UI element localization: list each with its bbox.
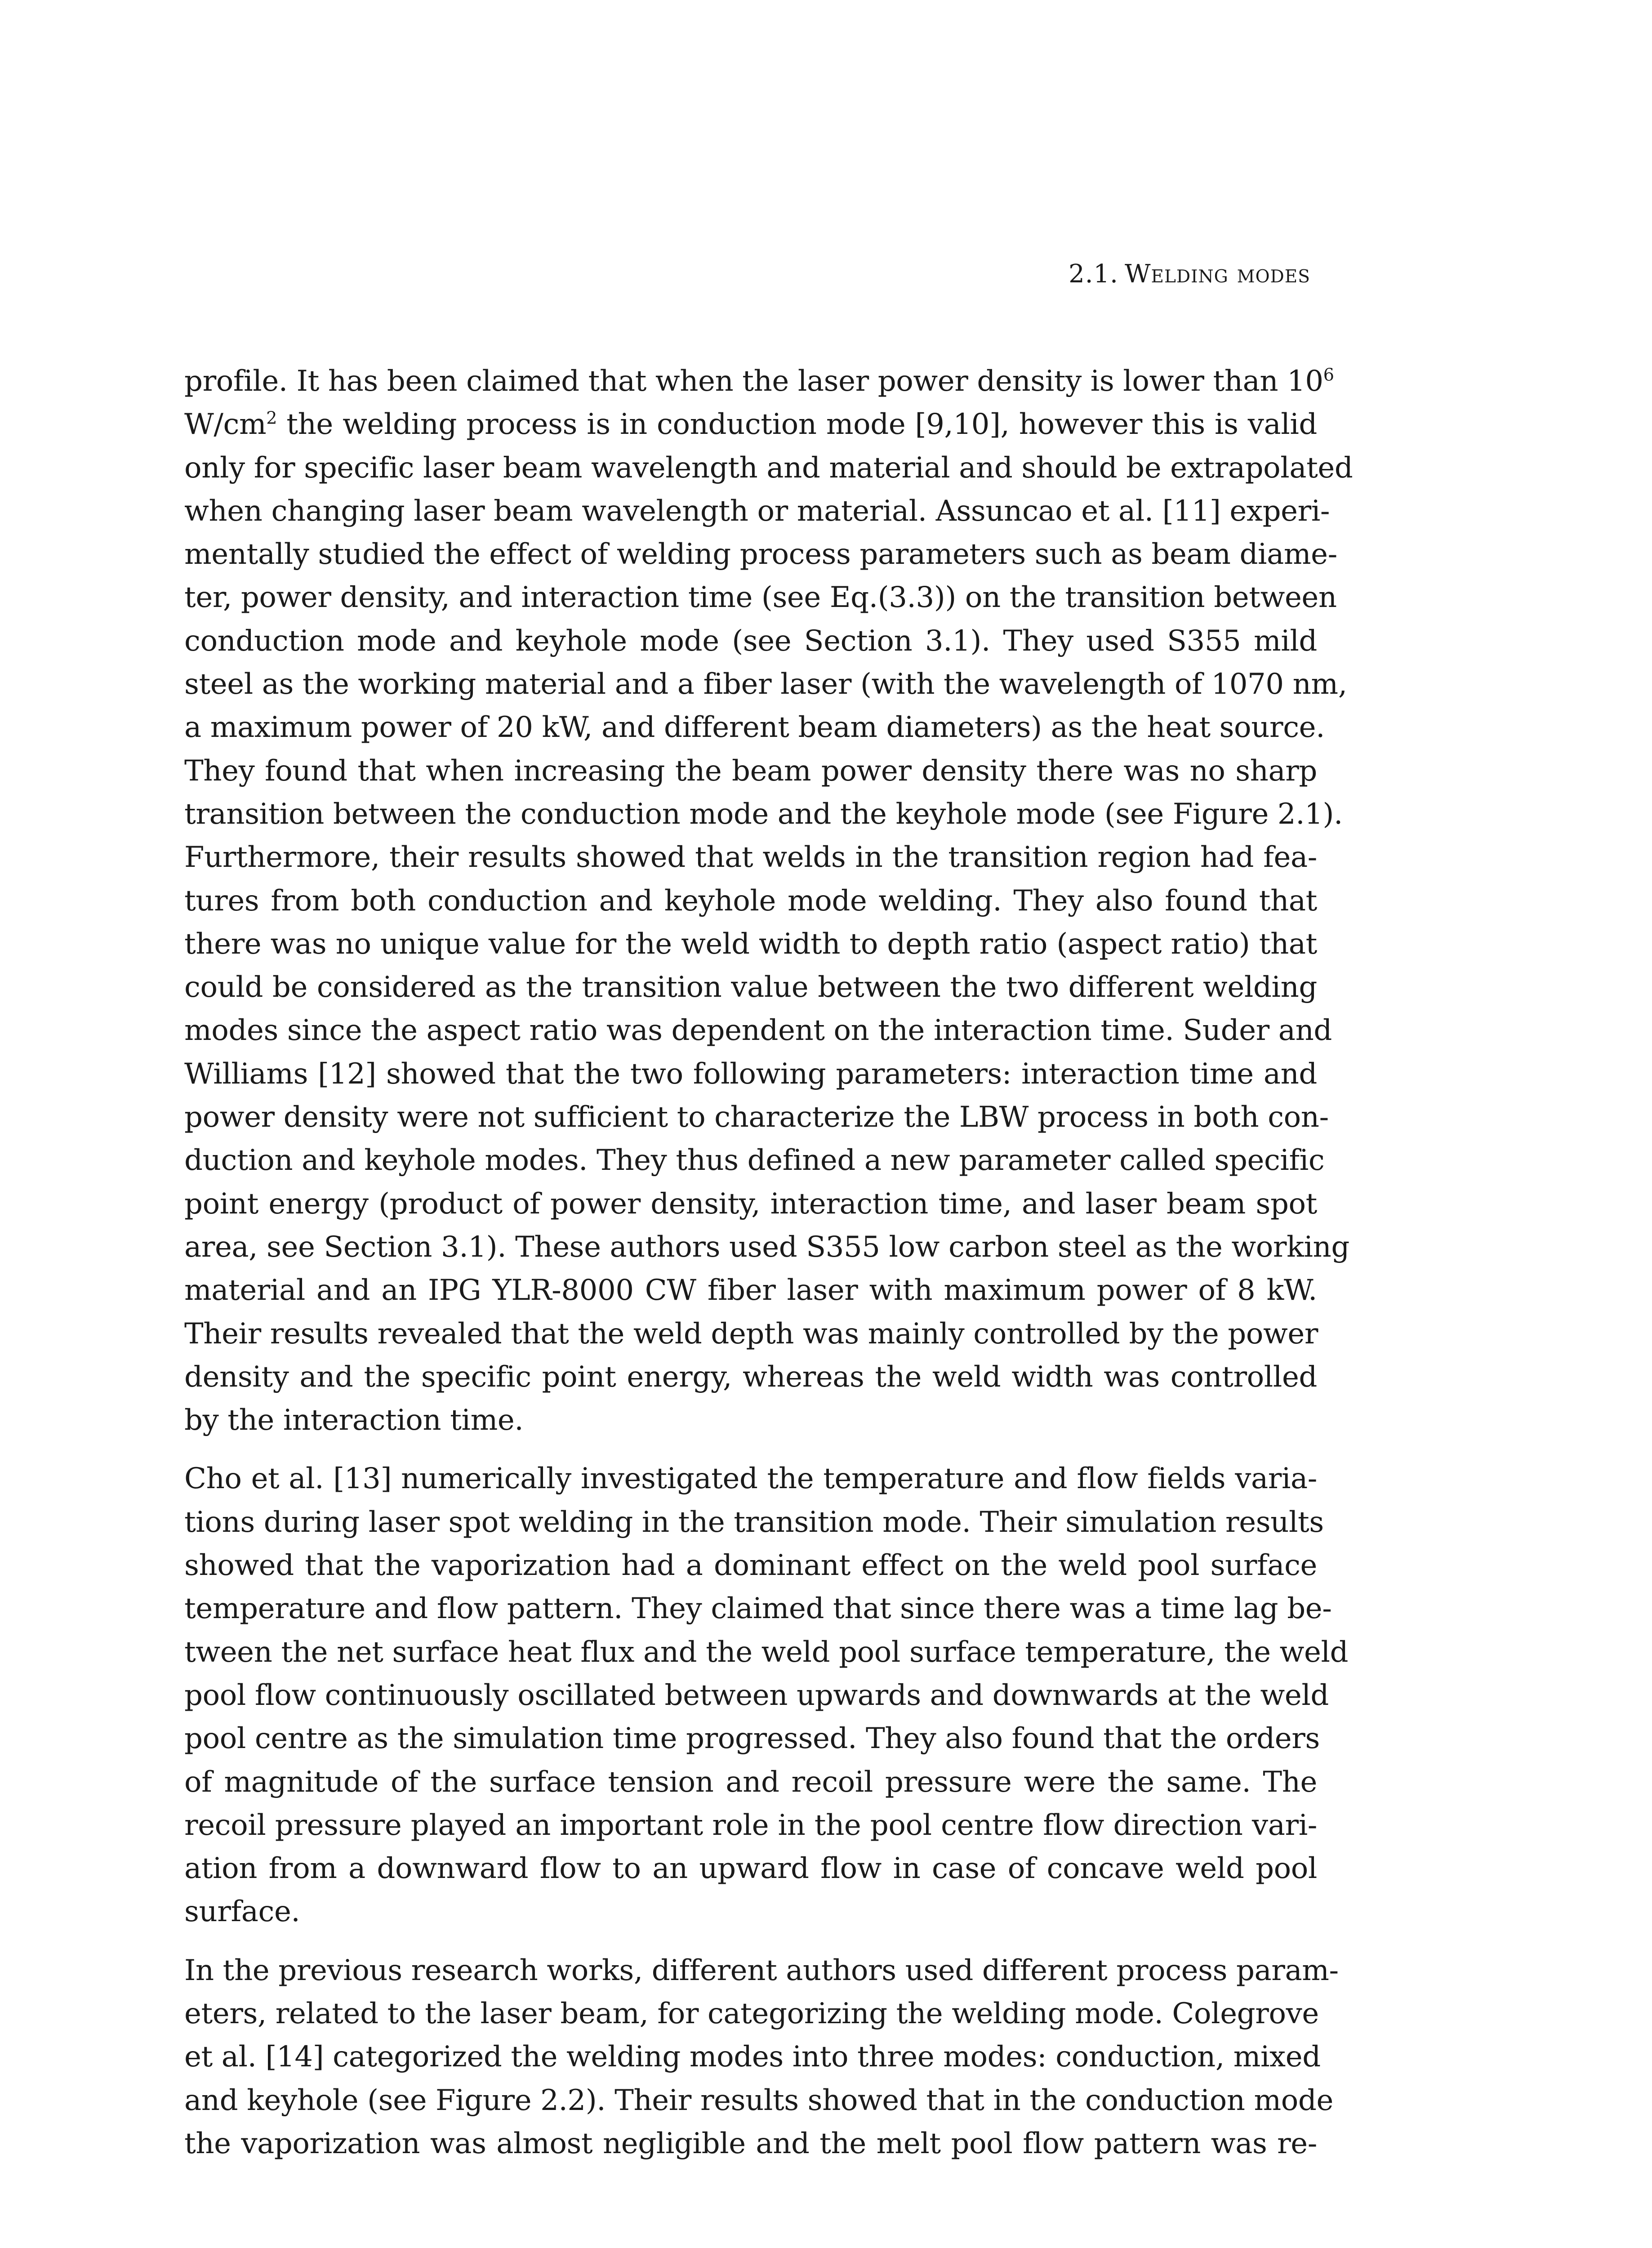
text-line: by the interaction time.: [184, 1404, 524, 1437]
text-line: In the previous research works, different authors used different process param-: [184, 1954, 1339, 1987]
text-line: et al. [14] categorized the welding modes into three modes: conduction, mixed: [184, 2040, 1321, 2074]
paragraph-3: [184, 1949, 1339, 2165]
text-line: Their results revealed that the weld depth was mainly controlled by the power: [184, 1317, 1318, 1351]
paragraph-1: [184, 360, 1353, 1442]
superscript: 6: [1323, 365, 1334, 385]
text-line: tween the net surface heat flux and the weld pool surface temperature, the weld: [184, 1635, 1349, 1669]
text-line: could be considered as the transition value between the two different welding: [184, 971, 1317, 1004]
superscript: 2: [266, 408, 277, 428]
text-line: duction and keyhole modes. They thus defined a new parameter called specific: [184, 1144, 1325, 1178]
text-line: modes since the aspect ratio was dependent on the interaction time. Suder and: [184, 1014, 1332, 1048]
text-line: profile. It has been claimed that when the laser power density is lower than $10^6$: [184, 365, 1334, 398]
text-line: Cho et al. [13] numerically investigated the temperature and flow fields varia-: [184, 1462, 1317, 1496]
text-line: conduction mode and keyhole mode (see Section 3.1). They used S355 mild: [184, 624, 1317, 658]
text-line: mentally studied the effect of welding process parameters such as beam diame-: [184, 538, 1337, 571]
section-title: Welding modes: [1124, 259, 1310, 289]
text-line: and keyhole (see Figure 2.2). Their results showed that in the conduction mode: [184, 2083, 1333, 2117]
text-line: tions during laser spot welding in the transition mode. Their simulation results: [184, 1505, 1324, 1539]
text-line: Furthermore, their results showed that welds in the transition region had fea-: [184, 841, 1317, 874]
text-line: power density were not sufficient to characterize the LBW process in both con-: [184, 1101, 1329, 1134]
text-line: steel as the working material and a fiber laser (with the wavelength of 1070 nm,: [184, 668, 1347, 701]
text-line: of magnitude of the surface tension and recoil pressure were the same. The: [184, 1765, 1317, 1799]
text-line: Williams [12] showed that the two following parameters: interaction time and: [184, 1057, 1317, 1091]
text-line: showed that the vaporization had a dominant effect on the weld pool surface: [184, 1549, 1317, 1583]
text-line: ter, power density, and interaction time (see Eq.(3.3)) on the transition between: [184, 581, 1337, 615]
text-line: density and the specific point energy, whereas the weld width was controlled: [184, 1360, 1317, 1394]
text-line: material and an IPG YLR-8000 CW fiber laser with maximum power of 8 kW.: [184, 1274, 1317, 1307]
paragraph-2: [184, 1457, 1349, 1933]
text-line: only for specific laser beam wavelength and material and should be extrapolated: [184, 451, 1353, 485]
text-line: recoil pressure played an important role in the pool centre flow direction vari-: [184, 1808, 1317, 1842]
text-line: surface.: [184, 1895, 300, 1929]
text-line: point energy (product of power density, interaction time, and laser beam spot: [184, 1187, 1317, 1221]
text-line: temperature and flow pattern. They claimed that since there was a time lag be-: [184, 1592, 1332, 1626]
text-line: a maximum power of 20 kW, and different beam diameters) as the heat source.: [184, 711, 1325, 745]
running-header: [1069, 259, 1310, 290]
text-line: the vaporization was almost negligible and the melt pool flow pattern was re-: [184, 2127, 1317, 2160]
text-line: pool centre as the simulation time progressed. They also found that the orders: [184, 1722, 1320, 1756]
text-line: eters, related to the laser beam, for categorizing the welding mode. Colegrove: [184, 1997, 1319, 2030]
text-line: ation from a downward flow to an upward flow in case of concave weld pool: [184, 1852, 1317, 1886]
body-text: [184, 360, 1353, 2165]
text-line: tures from both conduction and keyhole mode welding. They also found that: [184, 884, 1317, 918]
text-line: $W/cm^2$ the welding process is in conduction mode [9,10], however this is valid: [184, 408, 1317, 442]
text-line: there was no unique value for the weld width to depth ratio (aspect ratio) that: [184, 927, 1317, 961]
section-number: 2.1.: [1069, 259, 1118, 289]
text-line: when changing laser beam wavelength or material. Assuncao et al. [11] experi-: [184, 494, 1330, 528]
text-line: They found that when increasing the beam power density there was no sharp: [184, 754, 1317, 788]
text-line: transition between the conduction mode and the keyhole mode (see Figure 2.1).: [184, 797, 1343, 831]
text-line: area, see Section 3.1). These authors used S355 low carbon steel as the working: [184, 1230, 1349, 1264]
text-line: pool flow continuously oscillated between upwards and downwards at the weld: [184, 1678, 1329, 1712]
